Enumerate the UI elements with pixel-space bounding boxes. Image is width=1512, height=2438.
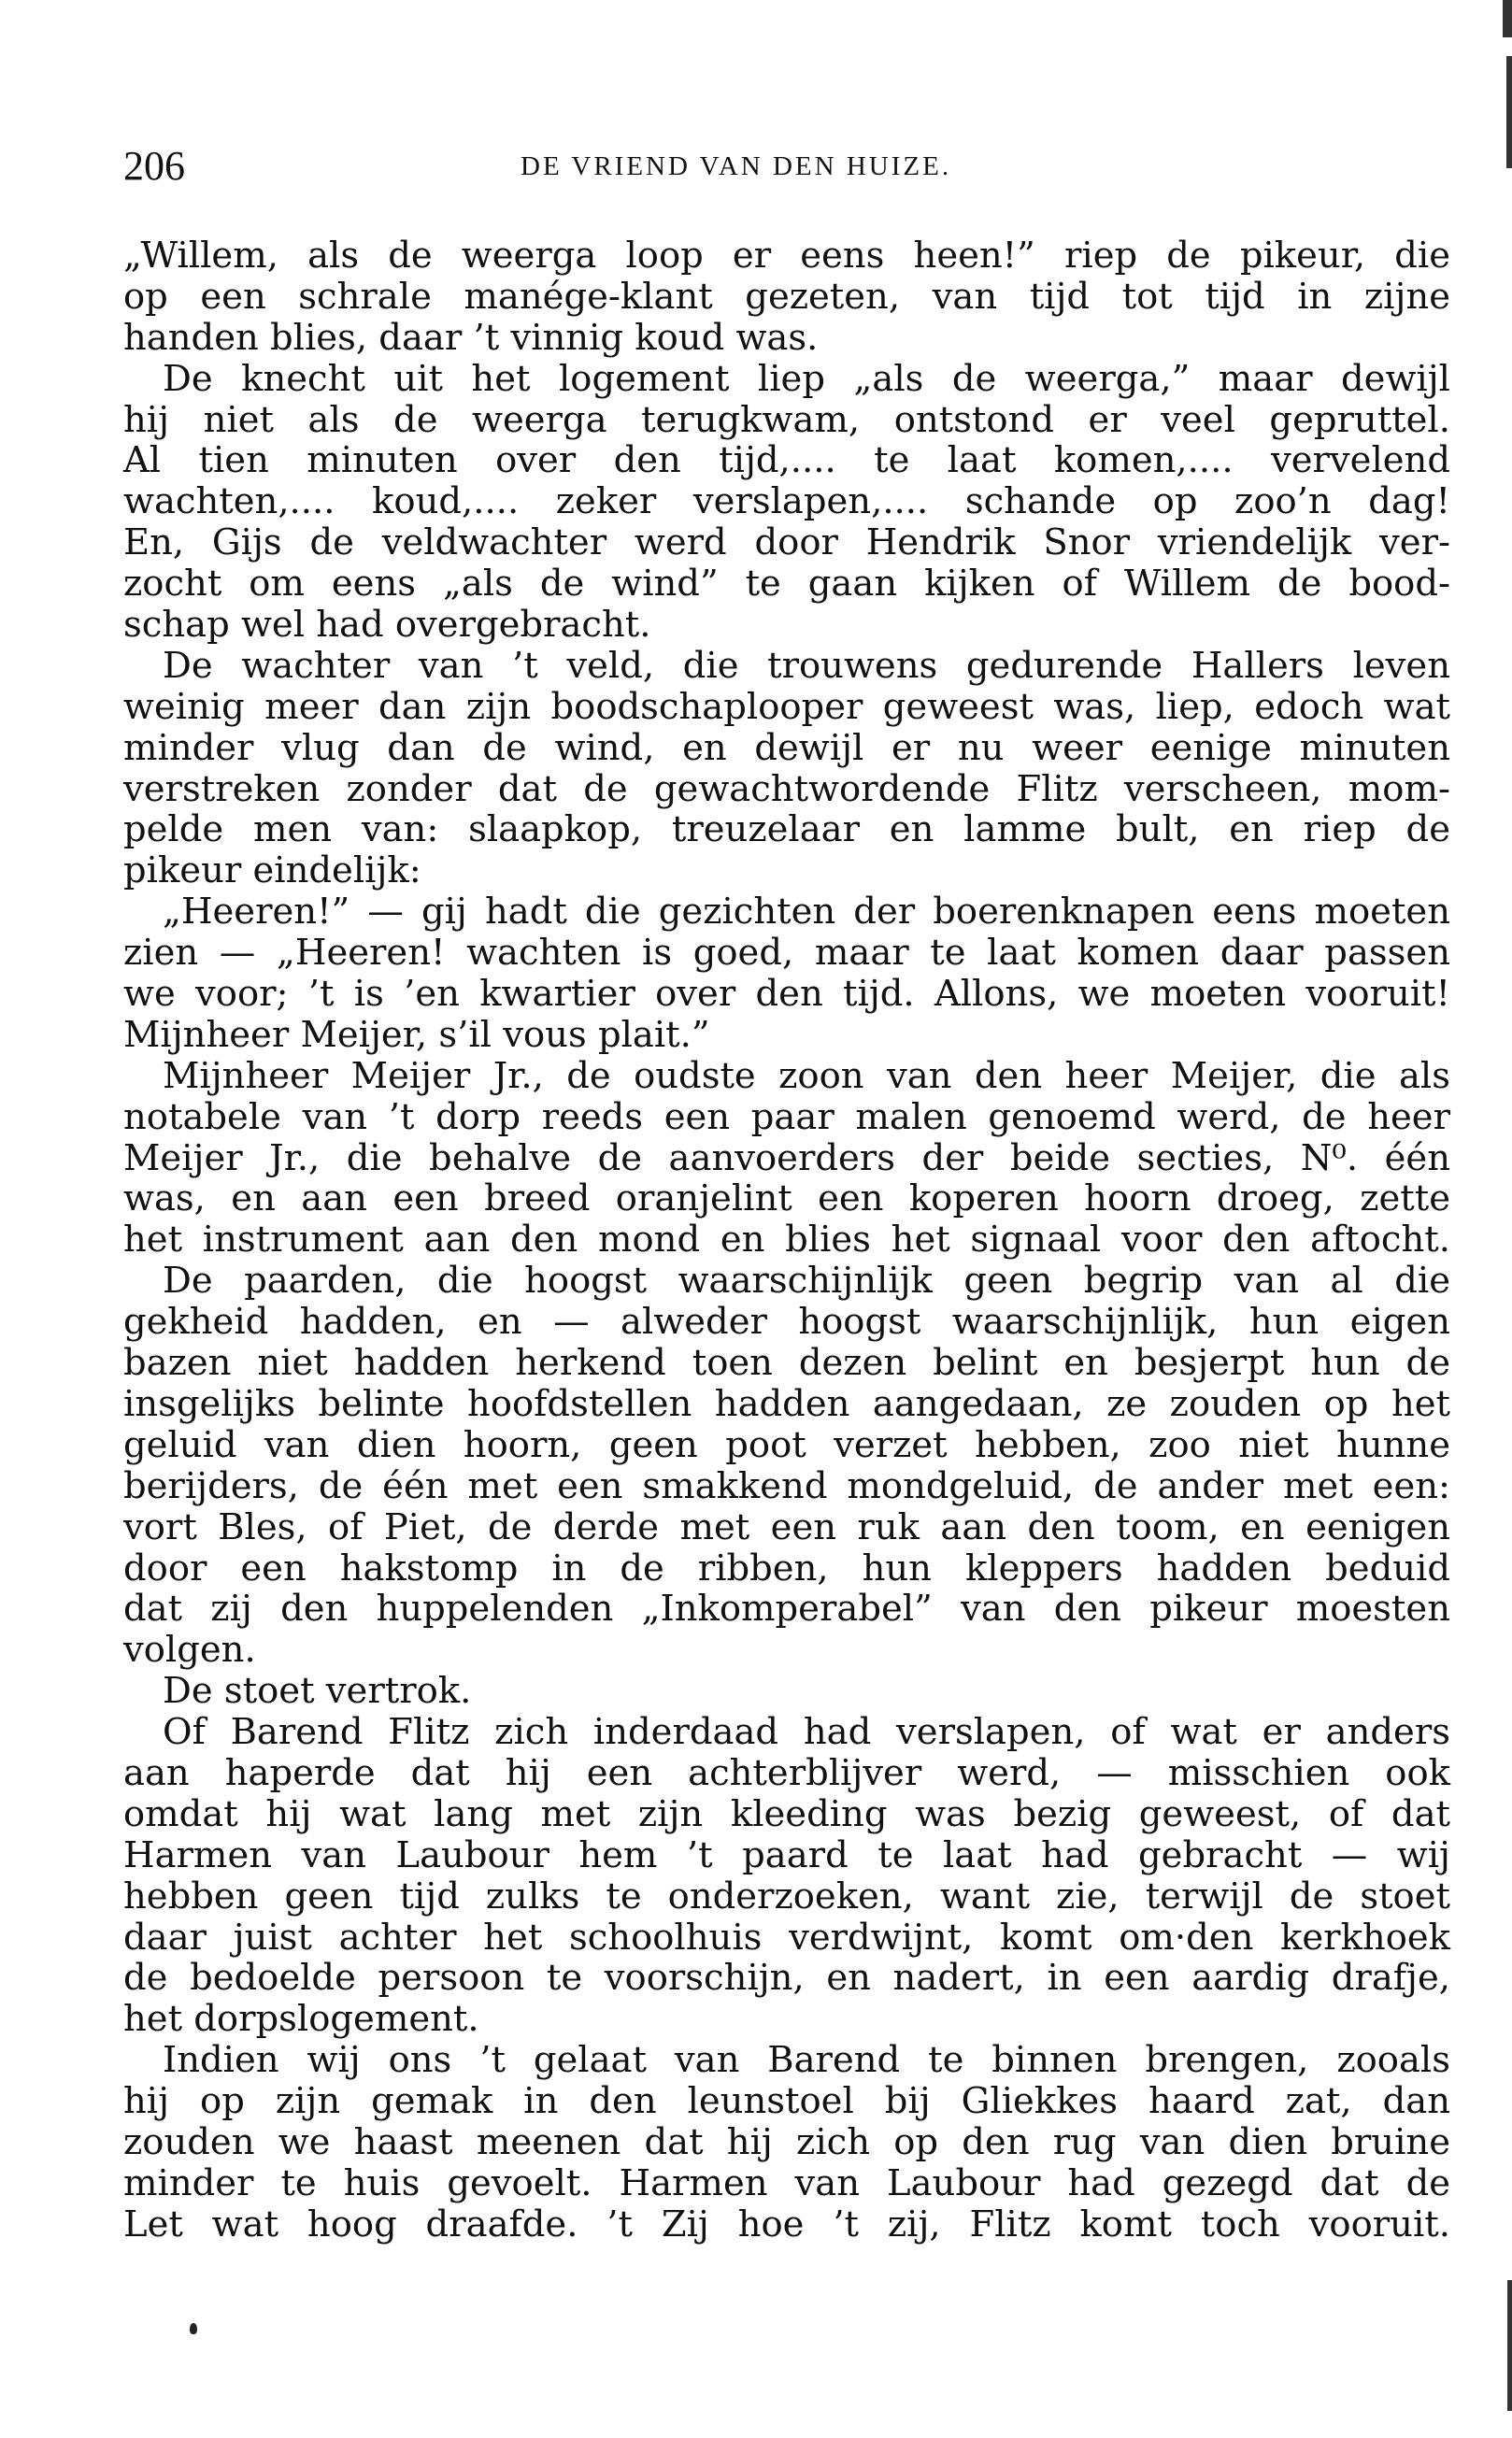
text-line: Indien wij ons ’t gelaat van Barend te binnen brengen, zooals (163, 2039, 1450, 2082)
page-header (123, 138, 1450, 194)
text-line: minder vlug dan de wind, en dewijl er nu weer eenige minuten (123, 726, 1450, 769)
text-line: berijders, de één met een smakkend mondgeluid, de ander met een: (123, 1464, 1450, 1507)
footer-ink-dot (190, 2323, 197, 2334)
text-line: zien — „Heeren! wachten is goed, maar te laat komen daar passen (123, 932, 1450, 975)
text-line: weinig meer dan zijn boodschaplooper geweest was, liep, edoch wat (123, 685, 1450, 728)
text-line: geluid van dien hoorn, geen poot verzet hebben, zoo niet hunne (123, 1423, 1450, 1466)
text-line: Al tien minuten over den tijd,.... te laat komen,.... vervelend (123, 439, 1450, 482)
text-line: Meijer Jr., die behalve de aanvoerders der beide secties, N⁰. één (123, 1136, 1450, 1179)
text-line: De stoet vertrok. (163, 1670, 472, 1713)
text-line: notabele van ’t dorp reeds een paar malen genoemd werd, de heer (123, 1095, 1450, 1138)
text-line: dat zij den huppelenden „Inkomperabel” van den pikeur moesten (123, 1588, 1450, 1631)
text-line: het instrument aan den mond en blies het signaal voor den aftocht. (123, 1219, 1450, 1262)
text-line: hij op zijn gemak in den leunstoel bij Gliekkes haard zat, dan (123, 2080, 1450, 2123)
text-line: schap wel had overgebracht. (123, 604, 651, 647)
running-head: DE VRIEND VAN DEN HUIZE. (521, 151, 952, 181)
text-line: Mijnheer Meijer Jr., de oudste zoon van den heer Meijer, die als (163, 1054, 1450, 1097)
text-line: De knecht uit het logement liep „als de weerga,” maar dewijl (163, 357, 1450, 400)
text-line: zocht om eens „als de wind” te gaan kijken of Willem de bood- (123, 563, 1450, 606)
text-line: omdat hij wat lang met zijn kleeding was bezig geweest, of dat (123, 1792, 1450, 1835)
body-text (123, 235, 1450, 2246)
text-line: het dorpslogement. (123, 1998, 479, 2041)
text-line: Let wat hoog draafde. ’t Zij hoe ’t zij, Flitz komt toch vooruit. (123, 2203, 1450, 2246)
text-line: Mijnheer Meijer, s’il vous plait.” (123, 1013, 710, 1056)
text-line: „Willem, als de weerga loop er eens heen!” riep de pikeur, die (123, 235, 1450, 277)
text-line: vort Bles, of Piet, de derde met een ruk aan den toom, en eenigen (123, 1505, 1450, 1548)
text-line: hebben geen tijd zulks te onderzoeken, want zie, terwijl de stoet (123, 1875, 1450, 1918)
text-line: gekheid hadden, en — alweder hoogst waarschijnlijk, hun eigen (123, 1301, 1450, 1344)
text-line: op een schrale manége-klant gezeten, van tijd tot tijd in zijne (123, 275, 1450, 318)
text-line: En, Gijs de veldwachter werd door Hendrik Snor vriendelijk ver- (123, 521, 1450, 564)
text-line: De paarden, die hoogst waarschijnlijk geen begrip van al die (163, 1260, 1450, 1303)
text-line: door een hakstomp in de ribben, hun kleppers hadden beduid (123, 1547, 1450, 1590)
text-line: wachten,.... koud,.... zeker verslapen,.... schande op zoo’n dag! (123, 480, 1450, 523)
scan-edge-mark (1506, 56, 1512, 168)
text-line: was, en aan een breed oranjelint een koperen hoorn droeg, zette (123, 1177, 1450, 1220)
text-line: Harmen van Laubour hem ’t paard te laat had gebracht — wij (123, 1833, 1450, 1876)
text-line: aan haperde dat hij een achterblijver werd, — misschien ook (123, 1751, 1450, 1794)
text-line: de bedoelde persoon te voorschijn, en nadert, in een aardig drafje, (123, 1957, 1450, 2000)
text-line: De wachter van ’t veld, die trouwens gedurende Hallers leven (163, 644, 1450, 687)
text-line: hij niet als de weerga terugkwam, ontstond er veel gepruttel. (123, 398, 1450, 441)
scan-edge-mark (1507, 2280, 1512, 2411)
text-line: bazen niet hadden herkend toen dezen belint en besjerpt hun de (123, 1342, 1450, 1385)
text-line: „Heeren!” — gij hadt die gezichten der boerenknapen eens moeten (163, 891, 1450, 934)
text-line: pikeur eindelijk: (123, 849, 421, 892)
text-line: zouden we haast meenen dat hij zich op den rug van dien bruine (123, 2120, 1450, 2163)
text-line: insgelijks belinte hoofdstellen hadden aangedaan, ze zouden op het (123, 1382, 1450, 1425)
text-line: daar juist achter het schoolhuis verdwijnt, komt om·den kerkhoek (123, 1916, 1450, 1959)
text-line: handen blies, daar ’t vinnig koud was. (123, 316, 819, 359)
text-line: verstreken zonder dat de gewachtwordende Flitz verscheen, mom- (123, 767, 1450, 810)
text-line: pelde men van: slaapkop, treuzelaar en lamme bult, en riep de (123, 808, 1450, 851)
text-line: Of Barend Flitz zich inderdaad had verslapen, of wat er anders (163, 1711, 1450, 1754)
page-number: 206 (123, 143, 185, 189)
text-line: volgen. (123, 1629, 256, 1672)
text-line: minder te huis gevoelt. Harmen van Laubour had gezegd dat de (123, 2161, 1450, 2204)
scan-edge-mark (1503, 0, 1512, 37)
text-line: we voor; ’t is ’en kwartier over den tijd. Allons, we moeten vooruit! (123, 973, 1450, 1016)
